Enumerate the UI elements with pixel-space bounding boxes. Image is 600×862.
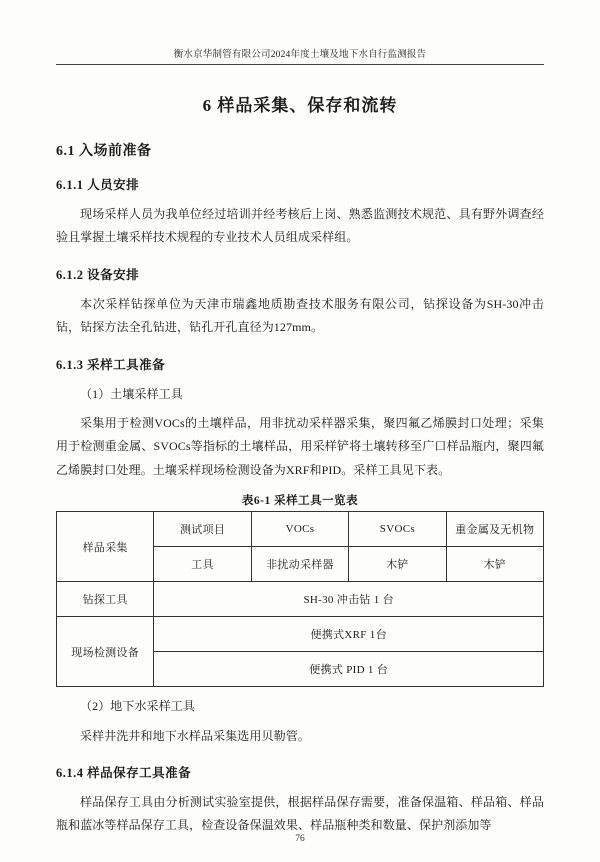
cell-pid-value: 便携式 PID 1 台: [154, 652, 544, 687]
cell-vocs: VOCs: [251, 512, 348, 547]
chapter-title: 6 样品采集、保存和流转: [202, 96, 398, 115]
item-label-soil-tools: （1）土壤采样工具: [80, 386, 183, 401]
table-row: [57, 617, 544, 652]
cell-metals-tool: 木铲: [446, 547, 543, 582]
table-caption: 表6-1 采样工具一览表: [241, 495, 359, 508]
paragraph-6-1-1: 现场采样人员为我单位经过培训并经考核后上岗、熟悉监测技术规范、具有野外调查经验且掌握土壤采样技术规程的专业技术人员组成采样组。: [56, 207, 544, 245]
paragraph-6-1-4: 样品保存工具由分析测试实验室提供，根据样品保存需要，准备保温箱、样品箱、样品瓶和蓝冰等样品保存工具，检查设备保温效果、样品瓶种类和数量、保护剂添加等: [56, 794, 544, 833]
page-number: 76: [295, 834, 305, 844]
table-row: [57, 582, 544, 617]
table-row: [57, 512, 544, 547]
cell-xrf-value: 便携式XRF 1台: [154, 617, 544, 652]
subsection-heading-6-1-1: 6.1.1 人员安排: [56, 178, 140, 192]
subsection-heading-6-1-3: 6.1.3 采样工具准备: [56, 357, 166, 372]
running-header: 衡水京华制管有限公司2024年度土壤及地下水自行监测报告: [56, 46, 544, 65]
paragraph-soil-tools: 采集用于检测VOCs的土壤样品，用非扰动采样器采集，聚四氟乙烯膜封口处理；采集用于检测重金属、SVOCs等指标的土壤样品，用采样铲将土壤转移至广口样品瓶内，聚四氟乙烯膜封口处理。土壤采样现场检测设备为XRF和PID。采样工具见下表。: [56, 415, 544, 477]
subsection-heading-6-1-4: 6.1.4 样品保存工具准备: [56, 765, 192, 780]
cell-drilling-tools: 钻探工具: [57, 582, 154, 617]
cell-drilling-tools-value: SH-30 冲击钻 1 台: [154, 582, 544, 617]
cell-sample-collection: 样品采集: [57, 512, 154, 582]
cell-field-equipment: 现场检测设备: [57, 617, 154, 687]
sampling-tools-table: [56, 511, 544, 687]
cell-svocs-tool: 木铲: [349, 547, 446, 582]
paragraph-6-1-2: 本次采样钻探单位为天津市瑞鑫地质勘查技术服务有限公司，钻探设备为SH-30冲击钻，钻探方法全孔钻进，钻孔开孔直径为127mm。: [56, 296, 544, 335]
cell-test-item: 测试项目: [154, 512, 251, 547]
cell-svocs: SVOCs: [349, 512, 446, 547]
cell-vocs-tool: 非扰动采样器: [251, 547, 348, 582]
paragraph-groundwater-tools: 采样井洗井和地下水样品采集选用贝勒管。: [80, 728, 310, 743]
item-label-groundwater-tools: （2）地下水采样工具: [80, 699, 196, 714]
cell-tool: 工具: [154, 547, 251, 582]
cell-metals: 重金属及无机物: [446, 512, 543, 547]
subsection-heading-6-1-2: 6.1.2 设备安排: [56, 267, 140, 282]
section-heading-6-1: 6.1 入场前准备: [56, 144, 152, 159]
